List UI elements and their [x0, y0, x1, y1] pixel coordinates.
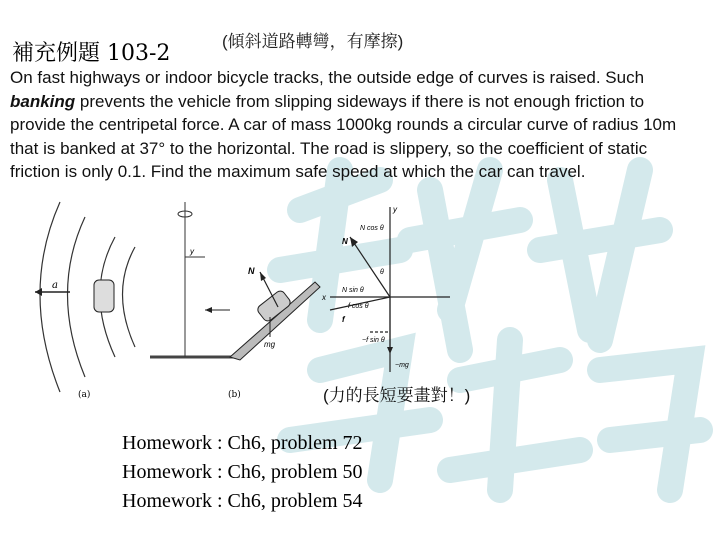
label-arrow-a: a	[52, 280, 58, 291]
label-y-b: y	[190, 247, 194, 256]
homework-reference: Ch6, problem 50	[227, 461, 363, 483]
problem-text-emphasis: banking	[10, 91, 76, 111]
homework-separator: :	[211, 490, 228, 512]
homework-reference: Ch6, problem 54	[227, 490, 363, 512]
homework-label: Homework	[122, 490, 212, 512]
label-N-b: N	[248, 266, 255, 276]
problem-text-part2: prevents the vehicle from slipping sideways if there is not enough friction to provide the centripetal force. A car of mass 1000kg rounds a circular curve of radius 10m that is banked at 37° to the horizontal. The road is slippery, so the coefficient of static friction is only 0.1. Find the maximum safe speed at which the car can travel.	[10, 91, 677, 181]
label-panel-a: (a)	[78, 390, 91, 400]
problem-text-part1: On fast highways or indoor bicycle tracks, the outside edge of curves is raised. Such	[10, 68, 645, 87]
homework-label: Homework	[122, 432, 212, 454]
length-note: (力的長短要畫對！)	[323, 386, 471, 405]
label-theta: θ	[380, 269, 384, 276]
label-mg-fbd: −mg	[395, 362, 409, 369]
homework-reference: Ch6, problem 72	[227, 432, 363, 454]
homework-line-2	[122, 461, 363, 484]
page-subtitle: (傾斜道路轉彎，有摩擦)	[222, 32, 404, 51]
panel-a	[40, 202, 135, 392]
car-top-view	[94, 280, 114, 312]
homework-label: Homework	[122, 461, 212, 483]
homework-separator: :	[211, 432, 228, 454]
homework-line-3	[122, 490, 363, 513]
banked-curve-figure	[30, 192, 450, 402]
label-f-fbd: f	[342, 315, 345, 324]
label-fsin: −f sin θ	[362, 337, 385, 344]
label-fcos: f cos θ	[348, 303, 369, 310]
homework-separator: :	[211, 461, 228, 483]
example-heading: 補充例題 103-2	[12, 41, 171, 66]
label-panel-b: (b)	[228, 390, 241, 400]
label-y-fbd: y	[393, 205, 397, 214]
label-N-fbd: N	[342, 237, 348, 246]
label-x-fbd: x	[322, 293, 326, 302]
label-ncos: N cos θ	[360, 225, 384, 232]
label-nsin: N sin θ	[342, 287, 364, 294]
problem-text	[10, 66, 700, 184]
label-mg-b: mg	[264, 340, 276, 349]
homework-line-1	[122, 432, 363, 455]
